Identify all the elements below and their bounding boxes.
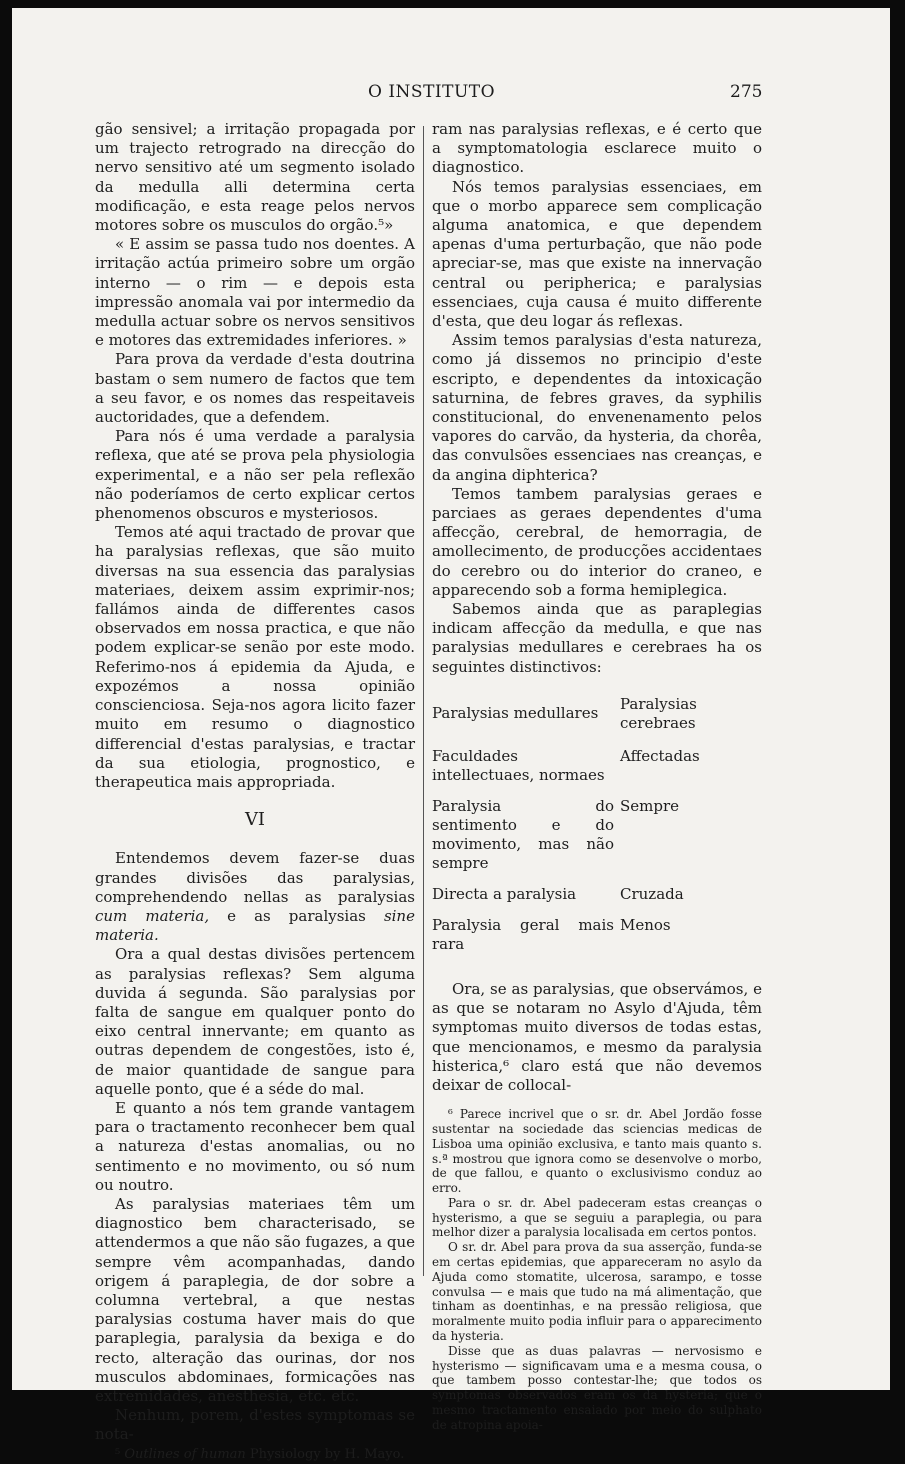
text-run: Entendemos devem fazer-se duas grandes divisões das paralysias, comprehendendo nellas as paralysias: [95, 849, 415, 906]
footnote: [95, 1445, 415, 1464]
paragraph: « E assim se passa tudo nos doentes. A irritação actúa primeiro sobre um orgão interno — o rim — e depois esta impressão anomala vai por intermedio da medulla actuar sobre os nervos sensitivos e motores das extremidades inferiores. »: [95, 235, 415, 350]
latin-term: sine materia.: [95, 906, 415, 945]
table-row: [432, 885, 762, 916]
running-header: [12, 82, 890, 112]
paragraph: Assim temos paralysias d'esta natureza, como já dissemos no principio d'este escripto, e dependentes da intoxicação saturnina, de febres graves, da syphilis constitucional, do envenenamento pelos vapores do carvão, da hysteria, da chorêa, das convulsões essenciaes nas creanças, e da angina diphterica?: [432, 331, 762, 484]
paragraph: Ora a qual destas divisões pertencem as paralysias reflexas? Sem alguma duvida á segunda. São paralysias por falta de sangue em qualquer ponto do eixo central innervante; em quanto as outras dependem de congestões, isto é, de maior quantidade de sangue para aquelle ponto, que é a séde do mal.: [95, 945, 415, 1098]
table-row: [432, 916, 762, 966]
page-number: 275: [730, 82, 763, 102]
left-column: [95, 120, 415, 1464]
paragraph: Nenhum, porem, d'estes symptomas se nota-: [95, 1406, 415, 1444]
paragraph: gão sensivel; a irritação propagada por um trajecto retrogrado na direcção do nervo sensitivo até um segmento isolado da medulla alli determina certa modificação, e esta reage pelos nervos motores sobre os musculos do orgão.⁵»: [95, 120, 415, 235]
table-cell: Affectadas: [620, 746, 700, 765]
paragraph: Para prova da verdade d'esta doutrina bastam o sem numero de factos que tem a seu favor, e os nomes das respeitaveis auctoridades, que a defendem.: [95, 350, 415, 427]
comparison-table: [432, 695, 762, 966]
table-row: [432, 747, 762, 797]
paragraph: [95, 849, 415, 945]
footnote: Para o sr. dr. Abel padeceram estas creanças o hysterismo, a que se seguiu a paraplegia, ou para melhor dizer a paralysia localisada em certos pontos.: [432, 1195, 762, 1240]
table-cell: Sempre: [620, 796, 680, 815]
latin-term: cum materia,: [95, 906, 210, 925]
text-run: e as paralysias: [227, 906, 366, 925]
section-heading: VI: [244, 809, 266, 831]
footnote-mark: ⁵: [115, 1446, 121, 1462]
column-header: Paralysias medullares: [432, 704, 599, 723]
table-cell: Menos: [620, 915, 671, 934]
paragraph: E quanto a nós tem grande vantagem para o tractamento reconhecer bem qual a natureza d'estas anomalias, ou no sentimento e no movimento, ou só num ou noutro.: [95, 1098, 415, 1194]
column-divider: [423, 126, 424, 1276]
table-cell: Paralysia geral mais rara: [432, 915, 614, 953]
paragraph: Para nós é uma verdade a paralysia reflexa, que até se prova pela physiologia experimental, e a não ser pela reflexão não poderíamos de certo explicar certos phenomenos obscuros e mysteriosos.: [95, 427, 415, 523]
paragraph: Temos até aqui tractado de provar que ha paralysias reflexas, que são muito diversas na sua essencia das paralysias materiaes, deixem assim exprimir-nos; fallámos ainda de differentes casos observados em nossa practica, e que não podem explicar-se senão por este modo. Referimo-nos á epidemia da Ajuda, e expozémos a nossa opinião conscienciosa. Seja-nos agora licito fazer muito em resumo o diagnostico differencial d'estas paralysias, e tractar da sua etiologia, prognostico, e therapeutica mais appropriada.: [95, 523, 415, 791]
footnote: ⁶ Parece incrivel que o sr. dr. Abel Jordão fosse sustentar na sociedade das sciencias medicas de Lisboa uma opinião exclusiva, e tanto mais quanto s. s.ª mostrou que ignora como se desenvolve o morbo, de que fallou, e quanto o exclusivismo conduz ao erro.: [432, 1107, 762, 1196]
table-row: [432, 797, 762, 885]
footnote: O sr. dr. Abel para prova da sua asserção, funda-se em certas epidemias, que appareceram no asylo da Ajuda como stomatite, ulcerosa, sarampo, e tosse convulsa — e mais que tudo na má alimentação, que tinham as doentinhas, e na pressão religiosa, que moralmente muito podia influir para o apparecimento da hysteria.: [432, 1240, 762, 1344]
column-header: Paralysias cerebraes: [620, 694, 697, 732]
table-cell: Cruzada: [620, 884, 684, 903]
table-cell: Faculdades intellectuaes, normaes: [432, 746, 605, 784]
footnote-text: Physiology by H. Mayo.: [249, 1446, 405, 1462]
right-column: [432, 120, 762, 1433]
table-cell: Paralysia do sentimento e do movimento, mas não sempre: [432, 796, 614, 872]
footnote-block: [432, 1107, 762, 1433]
paragraph: ram nas paralysias reflexas, e é certo que a symptomatologia esclarece muito o diagnostico.: [432, 120, 762, 177]
running-title: O INSTITUTO: [368, 82, 496, 102]
footnote-title: Outlines of human: [124, 1446, 246, 1462]
footnote: Disse que as duas palavras — nervosismo e hysterismo — significavam uma e a mesma cousa, o que tambem posso contestar-lhe; que todos os symptomas observados eram os da hysteria; que o mesmo tractamento ensaiado por meio do sulphato de atropina apoia-: [432, 1343, 762, 1432]
table-cell: Directa a paralysia: [432, 884, 577, 903]
table-header-row: [432, 695, 762, 747]
paragraph: Nós temos paralysias essenciaes, em que o morbo apparece sem complicação alguma anatomica, e que dependem apenas d'uma perturbação, que não pode apreciar-se, mas que existe na innervação central ou peripherica; e paralysias essenciaes, cuja causa é muito differente d'esta, que deu logar ás reflexas.: [432, 177, 762, 331]
paragraph: Ora, se as paralysias, que observámos, e as que se notaram no Asylo d'Ajuda, têm symptomas muito diversos de todas estas, que mencionamos, e mesmo da paralysia histerica,⁶ claro está que não devemos deixar de collocal-: [432, 979, 762, 1094]
page: [12, 8, 890, 1462]
paragraph: Sabemos ainda que as paraplegias indicam affecção da medulla, e que nas paralysias medullares e cerebraes ha os seguintes distinctivos:: [432, 600, 762, 676]
paragraph: As paralysias materiaes têm um diagnostico bem characterisado, se attendermos a que não são fugazes, a que sempre vêm acompanhadas, dando origem á paraplegia, de dor sobre a columna vertebral, a que nestas paralysias costuma haver mais do que paraplegia, paralysia da bexiga e do recto, alteração das ourinas, dor nos musculos abdominaes, formicações nas extremidades, anesthesia, etc. etc.: [95, 1194, 415, 1405]
paragraph: Temos tambem paralysias geraes e parciaes as geraes dependentes d'uma affecção, cerebral, de hemorragia, de amollecimento, de producções accidentaes do cerebro ou do interior do craneo, e apparecendo sob a forma hemiplegica.: [432, 484, 762, 599]
